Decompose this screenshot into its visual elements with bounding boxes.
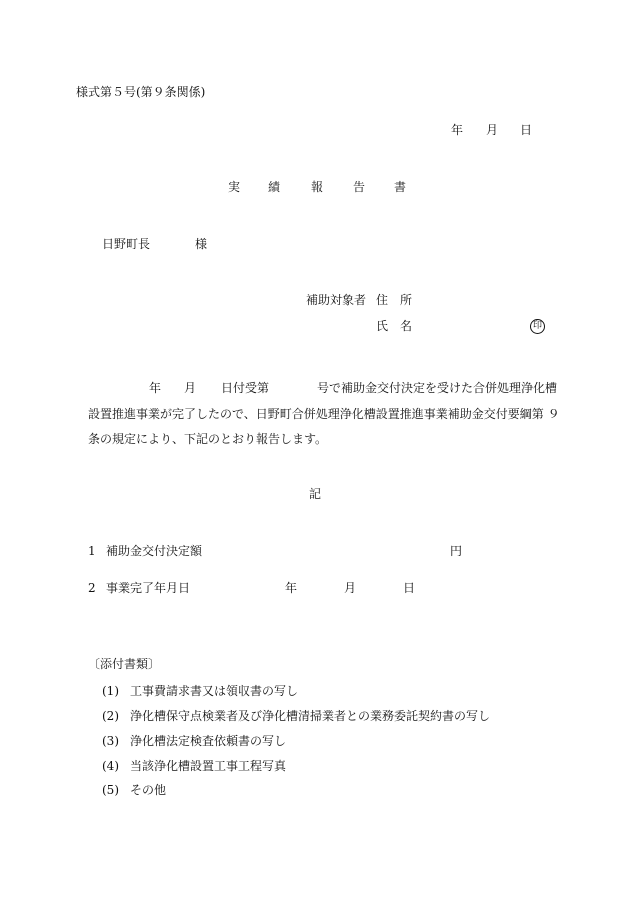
item-number: 2: [88, 581, 96, 595]
seal-mark: 印: [530, 319, 545, 334]
attachment-text: 浄化槽保守点検業者及び浄化槽清掃業者との業務委託契約書の写し: [130, 709, 491, 723]
body-line1-rest: 号で補助金交付決定を受けた合併処理浄化槽: [317, 381, 558, 395]
attachments-heading: 〔添付書類〕: [88, 657, 161, 671]
title-char: 績: [268, 180, 281, 194]
body-day-receipt-label: 日付受第: [221, 381, 270, 395]
addressee-honorific: 様: [195, 237, 208, 251]
body-year-label: 年: [149, 381, 162, 395]
address-label: 住 所: [376, 293, 413, 307]
body-line3: 条の規定により、下記のとおり報告します。: [88, 432, 328, 446]
date-month-label: 月: [486, 123, 499, 137]
title-char: 報: [311, 180, 324, 194]
attachment-text: 浄化槽法定検査依頼書の写し: [130, 734, 287, 748]
name-label: 氏 名: [376, 319, 413, 333]
item-number: 1: [88, 544, 96, 558]
attachment-text: その他: [130, 783, 167, 797]
body-line2: 設置推進事業が完了したので、日野町合併処理浄化槽設置推進事業補助金交付要綱第 ９: [88, 407, 560, 421]
item-unit: 円: [450, 544, 463, 558]
date-year-label: 年: [451, 123, 464, 137]
item-month-label: 月: [344, 581, 357, 595]
attachment-number: (5): [102, 783, 119, 797]
title-char: 書: [394, 180, 407, 194]
title-char: 実: [228, 180, 241, 194]
attachment-text: 当該浄化槽設置工事工程写真: [130, 759, 287, 773]
ki-heading: 記: [309, 487, 322, 501]
title-char: 告: [353, 180, 366, 194]
item-day-label: 日: [403, 581, 416, 595]
form-number: 様式第５号(第９条関係): [76, 85, 206, 99]
addressee-name: 日野町長: [102, 237, 151, 251]
attachment-text: 工事費請求書又は領収書の写し: [130, 684, 299, 698]
attachment-number: (3): [102, 734, 119, 748]
attachment-number: (2): [102, 709, 119, 723]
date-day-label: 日: [520, 123, 533, 137]
attachment-number: (4): [102, 759, 119, 773]
item-label: 事業完了年月日: [106, 581, 191, 595]
body-month-label: 月: [184, 381, 197, 395]
item-year-label: 年: [285, 581, 298, 595]
attachment-number: (1): [102, 684, 119, 698]
applicant-label: 補助対象者: [306, 293, 367, 307]
item-label: 補助金交付決定額: [106, 544, 203, 558]
